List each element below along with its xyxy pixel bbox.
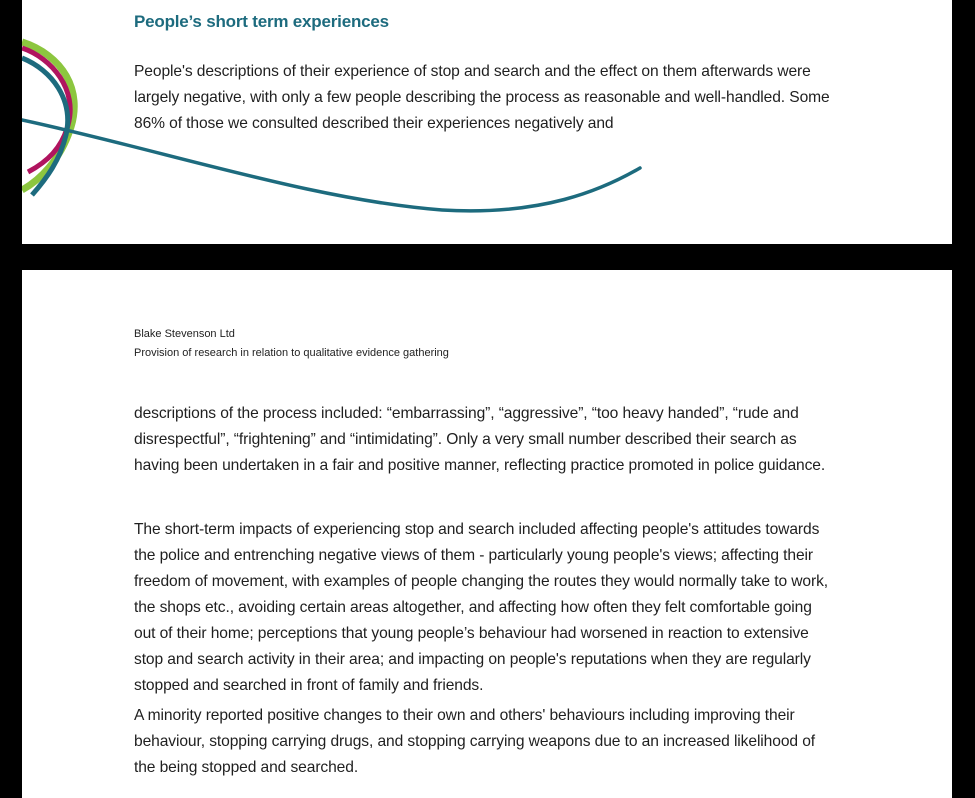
paragraph-short-term-impacts: The short-term impacts of experiencing stop and search included affecting people's attitudes towards the police and entrenching negative views of them - particularly young people's views; affecting their freedom of movement, with examples of people changing the routes they would normally take to work, the shops etc., avoiding certain areas altogether, and affecting how often they felt comfortable going out of their home; perceptions that young people’s behaviour had worsened in reaction to extensive stop and search activity in their area; and impacting on people's reputations when they are regularly stopped and searched in front of family and friends. <box>134 521 829 694</box>
intro-paragraph: People's descriptions of their experience of stop and search and the effect on them afterwards were largely negative, with only a few people describing the process as reasonable and well-handled. Some 86% of those we consulted described their experiences negatively and <box>134 63 830 132</box>
section-heading: People’s short term experiences <box>134 12 389 31</box>
paragraph-positive-changes: A minority reported positive changes to their own and others' behaviours including improving their behaviour, stopping carrying drugs, and stopping carrying weapons due to an increased likelihood of the being stopped and searched. <box>134 707 815 776</box>
header-project-description: Provision of research in relation to qualitative evidence gathering <box>134 347 449 359</box>
document-page-bottom <box>22 270 952 798</box>
header-company-name: Blake Stevenson Ltd <box>134 328 235 340</box>
paragraph-descriptions: descriptions of the process included: “embarrassing”, “aggressive”, “too heavy handed”, “rude and disrespectful”, “frightening” and “intimidating”. Only a very small number described their search as having been undertaken in a fair and positive manner, reflecting practice promoted in police guidance. <box>134 405 826 474</box>
document-page-top <box>22 0 952 244</box>
